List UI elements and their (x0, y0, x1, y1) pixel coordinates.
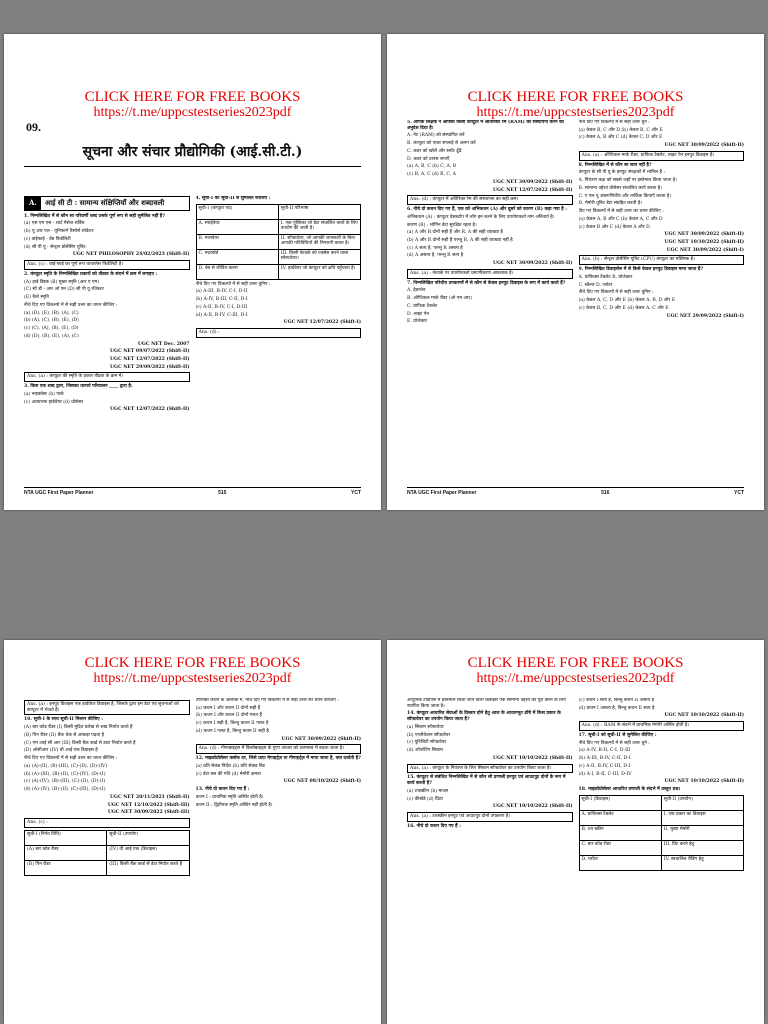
column-left (24, 698, 190, 1024)
text-line: (c) (A)-(IV), (B)-(III), (C)-(II), (D)-(I) (24, 779, 106, 785)
text-line: (c) अवधारक हार्डवेयर (d) प्रोसेसर (24, 399, 84, 405)
page-columns (24, 196, 361, 484)
text-line: कथन II : द्वितीयक स्मृति अस्थिर नहीं होती है। (195, 802, 273, 808)
text-line: E. प्रोजेक्टर (407, 319, 428, 325)
text-line: (c) कीबोर्ड (d) प्रिंटर (407, 796, 444, 802)
text-line: A. ग्राफिक्स टैबलेट B. प्रोजेक्टर (578, 274, 633, 280)
table-cell: D. वेब से जीवित करना (198, 265, 238, 271)
text-line: (c) A सत्य है, परन्तु R असत्य है (407, 245, 463, 251)
table-cell: IV. हार्डवेयर जो कंप्यूटर को क्षति पहुँचाता है। (278, 265, 360, 279)
text-line: Ans. (c) : (24, 818, 190, 828)
text-line: नीचे दिए गए विकल्पों में से सही उत्तर चुनिए : (578, 290, 654, 296)
text-line: UGC NET 10/10/2022 (Shift-II) (664, 779, 744, 785)
text-line: (d) A-I, B-II, C-III, D-IV (578, 771, 632, 777)
text-line: अभिकथन (A) : कंप्यूटर डेस्कटॉप में लॉग इन करने के लिए उपयोगकर्ता नाम अनिवार्य है। (407, 214, 555, 220)
text-line: Ans. (a) : ऑप्टिकल मार्क रीडर, ग्राफिक टैबलेट, लाइट पेन इनपुट डिवाइस हैं। (579, 151, 745, 161)
text-line: Ans. (a) : नेटवर्क पर उपयोगकर्ता प्रमाणीकरण आवश्यक है। (407, 269, 573, 279)
text-line: (c) कथन I सही है, किन्तु कथन II गलत है (195, 721, 269, 727)
text-line: (d) A-II, B-IV, C-III, D-I (195, 312, 248, 318)
text-line: (c) A-II, B-IV, C-I, D-III (195, 304, 248, 310)
text-line: (a) (D), (E), (B), (A), (C) (24, 310, 79, 316)
column-left (24, 196, 190, 484)
table-row (580, 826, 744, 841)
table-cell: C. बार कोड रीडर (581, 841, 611, 847)
banner-link[interactable]: https://t.me/uppcstestseries2023pdf (476, 670, 675, 686)
text-line: (a) (A)-(II), (B)-(III), (C)-(II), (D)-(IV) (24, 763, 108, 769)
text-line: (a) A और R दोनों सही हैं और R, A की सही व्याख्या है (407, 230, 503, 236)
chapter-number: 09. (26, 120, 41, 134)
text-line: D. लाइट पेन (407, 311, 429, 317)
text-line: Ans. (a) : कंप्यूटर की स्मृति के प्रकार तीव्रता के क्रम में। (24, 372, 190, 382)
text-line: नीचे दिए गए विकल्पों में से सही उत्तर चुनें : (578, 120, 650, 125)
banner-title[interactable]: CLICK HERE FOR FREE BOOKS (467, 655, 684, 671)
text-line: (a) प्रति सेकंड निर्देश (b) प्रति सेकंड बिट (195, 763, 266, 769)
text-line: (b) A-IV, B-III, C-II, D-I (195, 297, 248, 303)
text-line: (c) A-II, B-IV, C-III, D-I (578, 763, 631, 769)
question-list (24, 700, 190, 828)
text-line: 1. निम्नलिखित में से कौन सा परिवर्णी शब्द उसके पूर्ण रूप से सही सुमेलित नहीं है? (24, 213, 165, 219)
table-cell: III. किसी नेटवर्क को एक्सेस करने वाला सॉफ्टवेयर। (278, 250, 360, 264)
text-line: (b) A और R दोनों सही हैं परन्तु R, A की सही व्याख्या नहीं है (407, 238, 513, 244)
match-table (196, 204, 362, 280)
text-line: UGC NET 12/07/2022 (Shift-II) (110, 356, 190, 362)
table-cell: II. सॉफ्टवेयर, जो आपकी जानकारी के बिना आपकी गतिविधियों की निगरानी करता है। (278, 235, 360, 249)
text-line: नीचे दिए गए विकल्पों में से सही उत्तर का चयन कीजिए : (24, 756, 118, 762)
free-books-banner[interactable] (4, 90, 381, 120)
text-line: (a) टचस्क्रीन (b) माउस (407, 788, 449, 794)
table-cell: B. टच स्क्रीन (581, 826, 604, 832)
text-line: B. सामान्य उद्देश्य प्रोसेसर संचालित कार्य करता है। (578, 185, 662, 191)
text-line: (c) केवल B, C, D और E (d) केवल A, C और E (578, 305, 669, 311)
table-cell: I. एक पुस्तिका जो डेटा संचालित करते के लिए उपयोग की जाती है। (278, 220, 360, 234)
text-line: Ans. (a) : टचस्क्रीन इनपुट एवं आउटपुट दोनों उपकरण है। (407, 812, 573, 822)
text-line: 10. सूची-I के साथ सूची-II मिलान कीजिए : (24, 717, 103, 723)
text-line: 14. कंप्यूटर आधारित सेवाओं के विस्तार होने हेतु आज के आधारभूत ढाँचे में किस प्रकार के सॉफ्टवेयर का उपयोग किया जाता है? (407, 711, 561, 723)
text-line: C. कवर को खोलें और स्लॉट ढूँढें (407, 148, 462, 154)
text-line: (c) वाईफाई - वेब फिडेलिटी (24, 236, 71, 242)
text-line: UGC NET Dec. 2007 (137, 341, 190, 347)
question-list (196, 282, 362, 338)
text-line: (a) केवल A, C, D और E (b) केवल A, B, D और E (578, 298, 676, 304)
table-header-cell: सूची-II (उपयोग) (106, 831, 188, 845)
text-line: UGC NET 30/09/2022 (Shift-II) (664, 143, 744, 149)
text-line: UGC NET 12/07/2022 (Shift-II) (493, 187, 573, 193)
table-cell: (IV) वी आई एक (डिवाइस) (106, 846, 188, 860)
text-line: D. मेमोरी यूनिट डेटा संग्रहित करती है। (578, 201, 643, 207)
text-line: आधुनिक टीवीएस में इस्तेमाल किया जाने वाला डिवाइस एक सामान्य उद्देश्य को पूरा करने के लिए स्थापित किया जाता है। (407, 698, 566, 709)
text-line: (c) डेटा बस की गति (d) मेमोरी क्षमता (195, 771, 261, 777)
text-line: Ans. (d) : RAM के संदर्भ में प्राथमिक मेमोरी अस्थिर होती है। (579, 721, 745, 731)
text-line: (d) (A)-(IV), (B)-(II), (C)-(III), (D)-(I) (24, 787, 106, 793)
text-line: (c) B, A, C (d) B, C, A (407, 172, 456, 178)
text-line: UGC NET 08/10/2022 (Shift-I) (283, 779, 361, 785)
book-page-515 (4, 34, 381, 510)
text-line: UGC NET 30/09/2022 (Shift-II) (281, 736, 361, 742)
table-row (197, 250, 361, 265)
question-list (579, 698, 745, 793)
page-columns (24, 698, 361, 1024)
text-line: (a) A-IV, B-II, C-I, D-III (578, 748, 631, 754)
text-line: 18. माइक्रोप्रोसेसर आधारित प्रणाली के संदर्भ में प्रस्तुत प्रश्न। (578, 787, 681, 793)
text-line: Ans. (b) : सेन्ट्रल प्रोसेसिंग यूनिट (CPU) कंप्यूटर का मस्तिष्क है। (579, 255, 745, 265)
text-line: UGC NET 10/10/2022 (Shift-II) (664, 240, 744, 246)
text-line: Ans. (c) : वाई-फाई का पूर्ण रूप वायरलेस फिडेलिटी है। (24, 260, 190, 270)
free-books-banner[interactable] (4, 656, 381, 686)
column-right (579, 120, 745, 484)
text-line: कारण (R) : लॉगिन डेटा सुरक्षित रहता है। (407, 222, 477, 228)
text-line: 6. नीचे दो कथन दिए गए हैं, एक को अभिकथन (A) और दूसरे को कारण (R) कहा गया है : (407, 207, 567, 213)
text-line: UGC NET PHILOSOPHY 24/02/2023 (Shift-II) (72, 252, 190, 258)
text-line: (D) ओसीआर (IV) वी आई एक डिवाइस है (24, 748, 98, 754)
text-line: UGC NET 29/09/2022 (Shift-II) (110, 364, 190, 370)
text-line: UGC NET 12/07/2022 (Shift-I) (283, 320, 361, 326)
text-line: UGC NET 20/11/2021 (Shift-II) (110, 794, 190, 800)
text-line: C. स्कैनर D. प्लॉटर (578, 282, 613, 288)
text-line: D. कवर को वापस लगाएँ (407, 156, 450, 162)
text-line: (b) यू आर एल - यूनिफार्म रिसोर्स लोकेटर (24, 229, 94, 235)
text-line: (d) (D), (B), (E), (A), (C) (24, 333, 79, 339)
text-line: UGC NET 09/07/2022 (Shift-II) (110, 349, 190, 355)
table-row (197, 220, 361, 235)
footer-publisher: YCT (351, 490, 361, 496)
table-cell: D. प्लॉटर (581, 856, 598, 862)
text-line: (c) केवल B और C (d) केवल A और D (578, 224, 650, 230)
text-line: कथन I : प्राथमिक स्मृति अस्थिर होती है। (195, 794, 264, 800)
footer-book-title: NTA UGC First Paper Planner (407, 490, 477, 496)
text-line: (d) कथन I गलत है, किन्तु कथन II सही है (195, 728, 269, 734)
table-cell: C. मदरबोर्ड (198, 250, 219, 256)
banner-title[interactable]: CLICK HERE FOR FREE BOOKS (84, 655, 301, 671)
book-page-517 (4, 640, 381, 1024)
table-cell: B. मालवेयर (198, 235, 219, 241)
chapter-divider (24, 166, 361, 167)
section-header (24, 196, 190, 211)
table-row (580, 811, 744, 826)
text-line: कंप्यूटर के सी पी यू के इनपुट संरक्षकों में शामिल हैं : (578, 170, 665, 176)
question-line: 4. सूची-I को सूची-II से सुमेलित कीजिए : (195, 196, 271, 201)
question-list (24, 214, 190, 413)
footer-publisher: YCT (734, 490, 744, 496)
text-line: (a) केवल A, B और C (b) केवल A, C और D (578, 216, 663, 222)
column-right (196, 196, 362, 484)
page-columns (407, 698, 744, 1024)
text-line: (a) A, B, C (b) C, A, B (407, 164, 457, 170)
table-header-row (25, 831, 189, 846)
text-line: UGC NET 30/09/2022 (Shift-II) (493, 261, 573, 267)
table-row (25, 846, 189, 861)
table-cell: A. ग्राफिक्स टैबलेट (581, 811, 614, 817)
text-line: (c) केवल A, B और C (d) केवल C, D और E (578, 135, 663, 141)
banner-link[interactable]: https://t.me/uppcstestseries2023pdf (93, 104, 292, 120)
column-left (407, 120, 573, 484)
banner-link[interactable]: https://t.me/uppcstestseries2023pdf (93, 670, 292, 686)
text-line: (a) कथन I और कथन II दोनों सही हैं (195, 705, 261, 711)
text-line: (b) एप्लीकेशन सॉफ्टवेयर (407, 732, 451, 738)
table-cell: (B) पिन रीडर (27, 861, 51, 867)
table-header-cell: सूची-I (कंप्यूटर पद) (198, 205, 233, 211)
table-cell: I. एक प्रकार का डिवाइस (661, 811, 743, 825)
text-line: (B) पिन रीडर (II) बैंक चेक से आंकड़ा पढ़ता है (24, 732, 105, 738)
text-line: (b) कथन I और कथन II दोनों गलत हैं (195, 713, 262, 719)
text-line: 15. कंप्यूटर से संबंधित निम्नलिखित में से कौन सी प्रणाली इनपुट एवं आउटपुट दोनों के रूप में कार्य करती है? (407, 775, 566, 787)
table-cell: III. प्रिंट करने हेतु (661, 841, 743, 855)
text-line: B. कंप्यूटर को पावर सप्लाई से अलग करें (407, 141, 476, 147)
table-row (25, 861, 189, 875)
text-line: C. ग्राफिक टैबलेट (407, 303, 438, 309)
text-line: 13. नीचे दो कथन दिए गए हैं : (195, 787, 250, 793)
banner-title[interactable]: CLICK HERE FOR FREE BOOKS (467, 89, 684, 105)
text-line: UGC NET 12/07/2022 (Shift-II) (110, 407, 190, 413)
footer-page-number: 516 (601, 490, 610, 496)
text-line: Ans. (a) : इनपुट डिवाइस एक हार्डवेयर डिवाइस है, जिसके द्वारा हम डेटा एवं सूचनाओं को कंप्यूटर में भेजते हैं। (24, 700, 190, 715)
text-line: UGC NET 30/09/2022 (Shift-I) (666, 247, 744, 253)
text-line: 17. सूची-I को सूची-II से सुमेलित कीजिए : (578, 732, 657, 738)
chapter-title: सूचना और संचार प्रौद्योगिकी (आई.सी.टी.) (82, 144, 303, 160)
banner-title[interactable]: CLICK HERE FOR FREE BOOKS (84, 89, 301, 105)
book-page-516 (387, 34, 764, 510)
text-line: UGC NET 30/09/2022 (Shift-III) (107, 810, 190, 816)
table-header-row (580, 796, 744, 811)
table-row (197, 235, 361, 250)
section-label: A. (25, 197, 41, 210)
column-left (407, 698, 573, 1024)
text-line: 3. किस एक शब्द द्वारा, जिसका तात्पर्य परिचालन ____ द्वारा है: (24, 384, 133, 390)
table-header-cell: सूची-I (निर्गत विधि) (27, 831, 61, 837)
table-header-cell: सूची-I (डिवाइस) (581, 796, 610, 802)
text-line: 9. निम्नलिखित डिवाइसेस में से किसे केवल इनपुट डिवाइस माना जाता है? (578, 267, 704, 273)
footer-page-number: 515 (218, 490, 227, 496)
text-line: UGC NET 29/09/2022 (Shift-I) (666, 313, 744, 319)
text-line: (A) बार कोड रीडर (I) किसी मुद्रित प्रलेख से शब्द निर्यात करते हैं (24, 725, 133, 731)
text-line: Ans. (d) : गीगाबाइट्स में किलोबाइट्स के गुणा आधार को दशमलव में बदला जाता है। (196, 744, 362, 754)
free-books-banner[interactable] (387, 90, 764, 120)
text-line: B. ऑप्टिकल मार्क रीडर (ओ एम आर) (407, 296, 472, 302)
text-line: (b) (A)-(III), (B)-(II), (C)-(IV), (D)-(I) (24, 771, 106, 777)
column-right (196, 698, 362, 1024)
text-line: Ans. (a) : कंप्यूटर के नियंत्रण के लिए सिस्टम सॉफ्टवेयर का उपयोग किया जाता है। (407, 764, 573, 774)
text-line: (d) ऑपरेटिंग सिस्टम (407, 748, 443, 754)
section-title: आई सी टी : सामान्य संक्षिप्तियाँ और शब्दावली (44, 198, 165, 207)
match-table (24, 830, 190, 876)
text-line: नीचे दिए गए विकल्पों में से सही उत्तर का चयन कीजिए : (24, 302, 118, 308)
text-line: UGC NET 30/09/2022 (Shift-II) (664, 232, 744, 238)
page-footer (24, 487, 361, 496)
table-header-cell: सूची-II परिभाषा (278, 205, 360, 219)
footer-book-title: NTA UGC First Paper Planner (24, 490, 94, 496)
text-line: (c) (C), (A), (B), (E), (D) (24, 326, 79, 332)
table-cell: II. मुख्य मेमोरी (661, 826, 743, 840)
text-line: (A) हार्ड डिस्क (B) मुख्य स्मृति (आर ए एम) (24, 279, 100, 285)
column-right (579, 698, 745, 1024)
text-line: 12. माइक्रोप्रोसेसर क्लॉक दर, जिसे प्रायः मेगाहर्ट्ज़ या गीगाहर्ट्ज़ में मापा जाता है, क्या दर्शाती है? (195, 756, 361, 762)
table-header-row (197, 205, 361, 220)
text-line: UGC NET 10/10/2022 (Shift-II) (493, 804, 573, 810)
table-cell: (III) किसी बैंक कार्ड से डेटा निर्यात करते हैं (106, 861, 188, 875)
text-line: उपरोक्त कथन के आलोक में, नीचे दिए गए विकल्पों में से सही उत्तर का चयन कीजिए : (195, 698, 339, 703)
text-line: (d) सी पी यू - सेन्ट्रल प्रोसेसिंग यूनिट (24, 244, 86, 250)
text-line: Ans. (d) : (196, 328, 362, 338)
text-line: (C) सी डी - आर ओ एम (D) सी पी यू रजिस्टर (24, 287, 104, 293)
text-line: 5. आपके शिक्षक ने आपको किसी कंप्यूटर में अतिरिक्त रैम (RAM) की संस्थापना करने का अनुदेश दिया है। (407, 120, 564, 131)
text-line: (a) A-III, B-IV, C-I, D-II (195, 289, 248, 295)
text-line: (d) कथन I असत्य है, किन्तु कथन II सत्य है (578, 705, 655, 711)
table-row (197, 265, 361, 279)
text-line: UGC NET 10/10/2022 (Shift-II) (493, 755, 573, 761)
page-footer (407, 487, 744, 496)
text-line: A. नियंत्रण कक्ष को सबसे जहाँ पर इस्तेमाल किया जाता है। (578, 178, 677, 184)
text-line: 7. निम्नलिखित परिधीय उपकरणों में से कौन से केवल इनपुट डिवाइस के रूप में कार्य करते हैं? (407, 280, 566, 286)
free-books-banner[interactable] (387, 656, 764, 686)
text-line: (C) एम आई सी आर (III) किसी बैंक कार्ड से डाटा निर्यात करते हैं (24, 740, 136, 746)
text-line: UGC NET 12/10/2022 (Shift-III) (107, 802, 190, 808)
table-header-cell: सूची-II (उपयोग) (661, 796, 743, 810)
text-line: A. नेट (RAM) को संस्थापित करें (407, 133, 465, 139)
text-line: (b) A-III, B-IV, C-II, D-I (578, 756, 631, 762)
text-line: 16. नीचे दो कथन दिए गए हैं : (407, 823, 461, 829)
text-line: नीचे दिए गए विकल्पों में से सही उत्तर चुनिए : (195, 281, 271, 287)
table-cell: A. स्पाईवेयर (198, 220, 220, 226)
table-cell: (A) बार कोड रीडर (27, 846, 59, 852)
text-line: (c) कथन I सत्य है, किन्तु कथन II असत्य है (578, 698, 655, 703)
text-line: (b) (A), (C), (B), (E), (D) (24, 318, 79, 324)
text-line: दिए गए विकल्पों में से सही उत्तर का चयन कीजिए : (578, 209, 664, 215)
table-row (580, 841, 744, 856)
text-line: UGC NET 10/10/2022 (Shift-II) (664, 713, 744, 719)
text-line: 2. कंप्यूटर स्मृति के निम्नलिखित प्रकारों को तीव्रता के संदर्भ में क्रम में लगाइए : (24, 271, 158, 277)
banner-link[interactable]: https://t.me/uppcstestseries2023pdf (476, 104, 675, 120)
text-line: Ans. (d) : कंप्यूटर में अतिरिक्त रैम की संस्थापना का सही क्रम। (407, 195, 573, 205)
text-line: नीचे दिए गए विकल्पों में से सही उत्तर चुनें : (578, 740, 650, 746)
text-line: (d) A असत्य है, परन्तु R सत्य है (407, 253, 464, 259)
table-cell: IV. स्वचालित रीडिंग हेतु (661, 856, 743, 870)
text-line: (a) सिस्टम सॉफ्टवेयर (407, 724, 444, 730)
text-line: C. ए एल यू अंकगणितीय और तार्किक क्रियाएँ करता है। (578, 193, 672, 199)
page-columns (407, 120, 744, 484)
text-line: A. हेडफोन (407, 288, 426, 294)
text-line: (E) कैशे स्मृति (24, 295, 49, 301)
text-line: 8. निम्नलिखित में से कौन सा सत्य नहीं है? (578, 162, 652, 168)
text-line: UGC NET 30/09/2022 (Shift-II) (493, 179, 573, 185)
text-line: (a) नाइक्वेस्ट (b) पार्क (24, 391, 64, 397)
text-line: (c) यूटिलिटी सॉफ्टवेयर (407, 740, 447, 746)
text-line: (a) केवल B, C और D (b) केवल B, C और E (578, 127, 663, 133)
book-page-518 (387, 640, 764, 1024)
table-row (580, 856, 744, 870)
match-table (579, 795, 745, 871)
text-line: (a) एस एम एस - शार्ट मैसेज सर्विस (24, 221, 85, 227)
